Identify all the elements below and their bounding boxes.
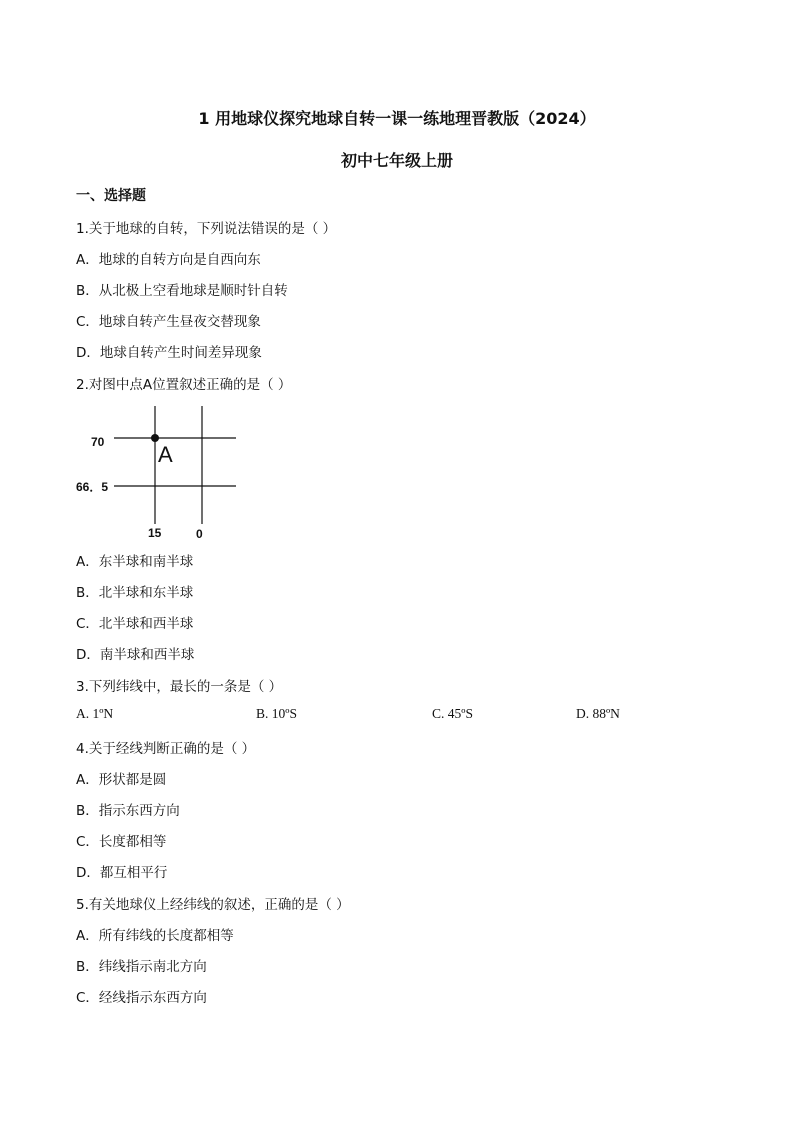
point-a-marker [151,434,159,442]
lon-label-15: 15 [148,526,162,540]
question-1-stem: 1.关于地球的自转，下列说法错误的是（ ） [76,221,337,237]
question-4-option-d: D．都互相平行 [76,865,168,881]
question-1-option-b: B．从北极上空看地球是顺时针自转 [76,283,288,299]
question-2-option-a: A．东半球和南半球 [76,554,194,570]
question-2-option-c: C．北半球和西半球 [76,616,194,632]
question-1-option-c: C．地球自转产生昼夜交替现象 [76,314,261,330]
question-1-option-a: A．地球的自转方向是自西向东 [76,252,261,268]
document-subtitle: 初中七年级上册 [340,151,453,170]
question-5-option-a: A．所有纬线的长度都相等 [76,928,234,944]
lat-label-66-5: 66．5 [76,480,109,494]
question-5-option-c: C．经线指示东西方向 [76,990,207,1006]
question-3-stem: 3.下列纬线中，最长的一条是（ ） [76,679,283,695]
question-5-stem: 5.有关地球仪上经纬线的叙述，正确的是（ ） [76,897,350,913]
lat-label-70: 70 [91,435,105,449]
section-heading: 一、选择题 [76,188,146,204]
question-3-option-a: A. 1ºN [76,706,114,721]
grid-svg [76,400,246,542]
document-title: 1 用地球仪探究地球自转一课一练地理晋教版（2024） [198,109,596,128]
question-4-stem: 4.关于经线判断正确的是（ ） [76,741,256,757]
question-4-option-c: C．长度都相等 [76,834,167,850]
question-2-stem: 2.对图中点A位置叙述正确的是（ ） [76,377,292,393]
question-4-option-b: B．指示东西方向 [76,803,180,819]
point-a-label: A [158,442,173,467]
question-5-option-b: B．纬线指示南北方向 [76,959,207,975]
lat-lon-grid-figure [76,400,246,542]
lon-label-0: 0 [196,527,203,541]
question-2-option-b: B．北半球和东半球 [76,585,194,601]
question-4-option-a: A．形状都是圆 [76,772,167,788]
question-2-option-d: D．南半球和西半球 [76,647,195,663]
question-3-option-b: B. 10ºS [256,706,297,721]
question-3-option-d: D. 88ºN [576,706,620,721]
question-3-option-c: C. 45ºS [432,706,473,721]
question-1-option-d: D．地球自转产生时间差异现象 [76,345,262,361]
